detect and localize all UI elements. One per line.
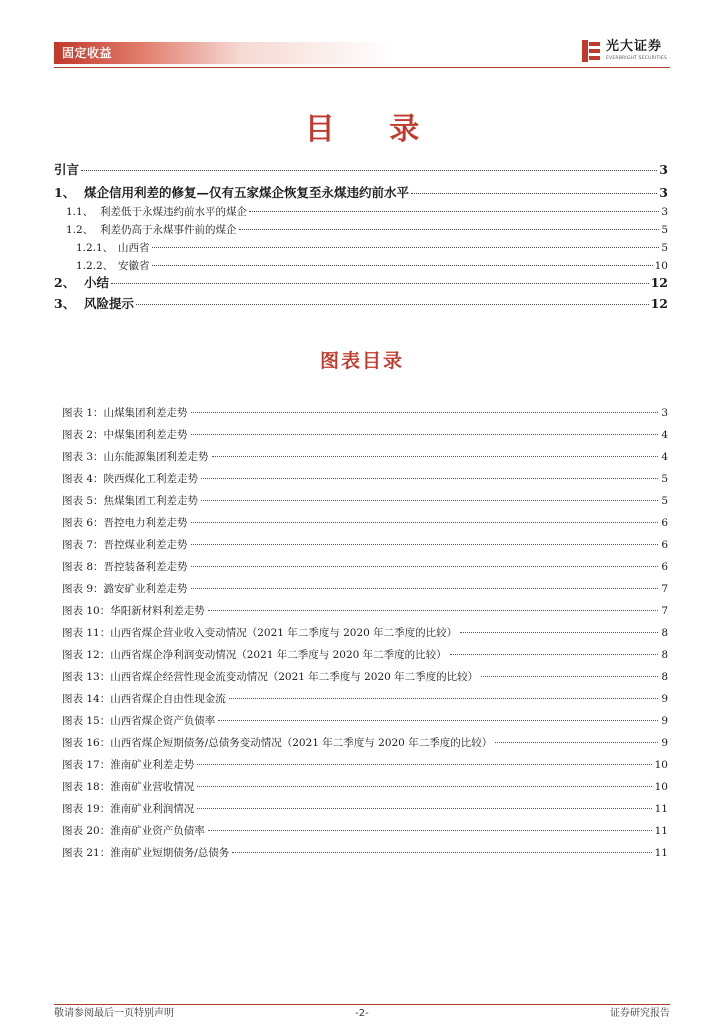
toc-entry-text: 小结: [84, 275, 110, 290]
figure-label: 图表 20：: [62, 825, 111, 837]
figure-label: 图表 17：: [62, 759, 111, 771]
figure-page: 4: [661, 429, 668, 441]
figure-entry[interactable]: [62, 845, 668, 860]
toc-entry-page: 5: [661, 224, 668, 236]
figure-entry[interactable]: [62, 757, 668, 772]
dot-leader: [81, 170, 657, 171]
figure-title: 潞安矿业利差走势: [103, 583, 188, 595]
figure-entry[interactable]: [62, 823, 668, 838]
figure-entry[interactable]: [62, 559, 668, 574]
figure-page: 4: [661, 451, 668, 463]
toc-entry-text: 利差仍高于永煤事件前的煤企: [100, 224, 237, 236]
figure-label: 图表 12：: [62, 649, 111, 661]
figure-entry[interactable]: [62, 537, 668, 552]
figure-page: 6: [661, 539, 668, 551]
figure-title: 淮南矿业利差走势: [110, 759, 195, 771]
toc-entry-page: 12: [650, 296, 668, 311]
toc-entry-number: 3、: [54, 296, 76, 311]
figure-entry[interactable]: [62, 493, 668, 508]
figure-label: 图表 5：: [62, 495, 104, 507]
page-title: 目 录: [304, 112, 442, 147]
toc-entry-2[interactable]: [54, 273, 668, 291]
dot-leader: [208, 830, 652, 831]
toc-entry-page: 3: [659, 162, 668, 177]
figure-page: 9: [661, 715, 668, 727]
toc-entry-1-2-2[interactable]: [76, 258, 668, 273]
figure-title: 晋控装备利差走势: [103, 561, 188, 573]
figure-entry[interactable]: [62, 713, 668, 728]
toc-entry-intro[interactable]: [54, 160, 668, 178]
figure-page: 11: [654, 803, 668, 815]
figure-title: 山西省煤企短期债务/总债务变动情况（2021 年二季度与 2020 年二季度的比较）: [110, 737, 493, 749]
figure-label: 图表 8：: [62, 561, 104, 573]
dot-leader: [191, 588, 659, 589]
logo-text-cn: 光大证券: [606, 39, 663, 54]
figure-page: 7: [661, 605, 668, 617]
logo-mark-icon: [580, 38, 602, 64]
figure-entry[interactable]: [62, 779, 668, 794]
figure-label: 图表 2：: [62, 429, 104, 441]
figure-title: 山西省煤企经营性现金流变动情况（2021 年二季度与 2020 年二季度的比较）: [110, 671, 479, 683]
figure-label: 图表 21：: [62, 847, 111, 859]
figure-title: 焦煤集团工利差走势: [103, 495, 199, 507]
figure-label: 图表 7：: [62, 539, 104, 551]
toc-entry-text: 引言: [54, 162, 80, 177]
figure-page: 10: [654, 781, 668, 793]
figure-title: 山东能源集团利差走势: [103, 451, 209, 463]
toc-entry-text: 风险提示: [84, 296, 135, 311]
figure-page: 7: [661, 583, 668, 595]
figure-page: 8: [661, 627, 668, 639]
dot-leader: [208, 610, 659, 611]
figure-entry[interactable]: [62, 581, 668, 596]
figure-label: 图表 14：: [62, 693, 111, 705]
figure-label: 图表 6：: [62, 517, 104, 529]
toc-entry-page: 3: [661, 206, 668, 218]
toc-entry-1-2-1[interactable]: [76, 240, 668, 255]
footer-disclaimer: 敬请参阅最后一页特别声明: [54, 1008, 174, 1019]
figure-page: 6: [661, 561, 668, 573]
figure-entry[interactable]: [62, 515, 668, 530]
dot-leader: [495, 742, 658, 743]
figure-label: 图表 18：: [62, 781, 111, 793]
dot-leader: [201, 478, 658, 479]
dot-leader: [239, 229, 660, 230]
figure-entry[interactable]: [62, 735, 668, 750]
dot-leader: [191, 434, 659, 435]
toc-entry-number: 1.1、: [66, 206, 94, 218]
toc-entry-number: 2、: [54, 275, 76, 290]
figure-title: 山西省煤企自由性现金流: [110, 693, 226, 705]
figure-label: 图表 11：: [62, 627, 111, 639]
dot-leader: [232, 852, 651, 853]
figure-title: 山西省煤企净利润变动情况（2021 年二季度与 2020 年二季度的比较）: [110, 649, 447, 661]
dot-leader: [450, 654, 659, 655]
toc-entry-text: 利差低于永煤违约前水平的煤企: [100, 206, 247, 218]
figure-label: 图表 16：: [62, 737, 111, 749]
page-number: -2-: [355, 1008, 369, 1019]
figure-title: 山煤集团利差走势: [103, 407, 188, 419]
figure-label: 图表 19：: [62, 803, 111, 815]
toc-entry-number: 1.2、: [66, 224, 94, 236]
figure-title: 山西省煤企资产负债率: [110, 715, 216, 727]
dot-leader: [197, 764, 651, 765]
dot-leader: [197, 808, 651, 809]
figure-label: 图表 3：: [62, 451, 104, 463]
logo-text-en: EVERBRIGHT SECURITIES: [606, 56, 668, 61]
figure-page: 5: [661, 473, 668, 485]
toc-entry-number: 1、: [54, 185, 76, 200]
figure-entry[interactable]: [62, 427, 668, 442]
figure-index-title: 图表目录: [319, 350, 404, 372]
figure-page: 8: [661, 671, 668, 683]
figure-title: 华阳新材料利差走势: [110, 605, 205, 617]
figure-entry[interactable]: [62, 603, 668, 618]
toc-entry-1[interactable]: [54, 183, 668, 201]
figure-title: 晋控电力利差走势: [103, 517, 188, 529]
toc-entry-3[interactable]: [54, 294, 668, 312]
figure-label: 图表 10：: [62, 605, 111, 617]
toc-entry-page: 12: [650, 275, 668, 290]
toc-entry-text: 山西省: [118, 242, 150, 254]
figure-page: 5: [661, 495, 668, 507]
figure-page: 10: [654, 759, 668, 771]
figure-label: 图表 13：: [62, 671, 111, 683]
dot-leader: [218, 720, 658, 721]
company-logo: [580, 38, 675, 66]
figure-title: 陕西煤化工利差走势: [103, 473, 199, 485]
dot-leader: [197, 786, 651, 787]
dot-leader: [249, 211, 659, 212]
figure-entry[interactable]: [62, 625, 668, 640]
header-divider: [54, 67, 670, 68]
dot-leader: [136, 304, 649, 305]
toc-entry-text: 煤企信用利差的修复—仅有五家煤企恢复至永煤违约前水平: [84, 185, 410, 200]
dot-leader: [152, 265, 653, 266]
toc-entry-page: 10: [654, 260, 668, 272]
dot-leader: [212, 456, 659, 457]
dot-leader: [191, 544, 659, 545]
figure-title: 淮南矿业营收情况: [110, 781, 195, 793]
figure-entry[interactable]: [62, 691, 668, 706]
figure-label: 图表 9：: [62, 583, 104, 595]
figure-page: 3: [661, 407, 668, 419]
figure-entry[interactable]: [62, 471, 668, 486]
toc-entry-page: 3: [659, 185, 668, 200]
figure-page: 9: [661, 693, 668, 705]
figure-entry[interactable]: [62, 801, 668, 816]
figure-title: 淮南矿业短期债务/总债务: [110, 847, 230, 859]
dot-leader: [191, 566, 659, 567]
figure-page: 8: [661, 649, 668, 661]
figure-entry[interactable]: [62, 669, 668, 684]
figure-title: 淮南矿业资产负债率: [110, 825, 205, 837]
figure-title: 晋控煤业利差走势: [103, 539, 188, 551]
toc-entry-page: 5: [661, 242, 668, 254]
figure-title: 山西省煤企营业收入变动情况（2021 年二季度与 2020 年二季度的比较）: [110, 627, 458, 639]
toc-entry-number: 1.2.1、: [76, 242, 114, 254]
toc-entry-text: 安徽省: [118, 260, 150, 272]
dot-leader: [411, 193, 657, 194]
dot-leader: [191, 412, 659, 413]
dot-leader: [191, 522, 659, 523]
dot-leader: [152, 247, 660, 248]
figure-entry[interactable]: [62, 647, 668, 662]
figure-label: 图表 15：: [62, 715, 111, 727]
toc-entry-number: 1.2.2、: [76, 260, 114, 272]
figure-page: 6: [661, 517, 668, 529]
footer-divider: [54, 1004, 670, 1005]
figure-page: 11: [654, 825, 668, 837]
dot-leader: [111, 283, 649, 284]
figure-page: 9: [661, 737, 668, 749]
figure-entry[interactable]: [62, 405, 668, 420]
figure-title: 中煤集团利差走势: [103, 429, 188, 441]
figure-label: 图表 1：: [62, 407, 104, 419]
footer-report-type: 证券研究报告: [610, 1008, 670, 1019]
dot-leader: [481, 676, 658, 677]
figure-title: 淮南矿业利润情况: [110, 803, 195, 815]
toc-entry-1-2[interactable]: [66, 222, 668, 237]
figure-entry[interactable]: [62, 449, 668, 464]
dot-leader: [229, 698, 659, 699]
section-title: 固定收益: [62, 46, 113, 60]
figure-label: 图表 4：: [62, 473, 104, 485]
dot-leader: [201, 500, 658, 501]
dot-leader: [460, 632, 658, 633]
figure-page: 11: [654, 847, 668, 859]
toc-entry-1-1[interactable]: [66, 204, 668, 219]
